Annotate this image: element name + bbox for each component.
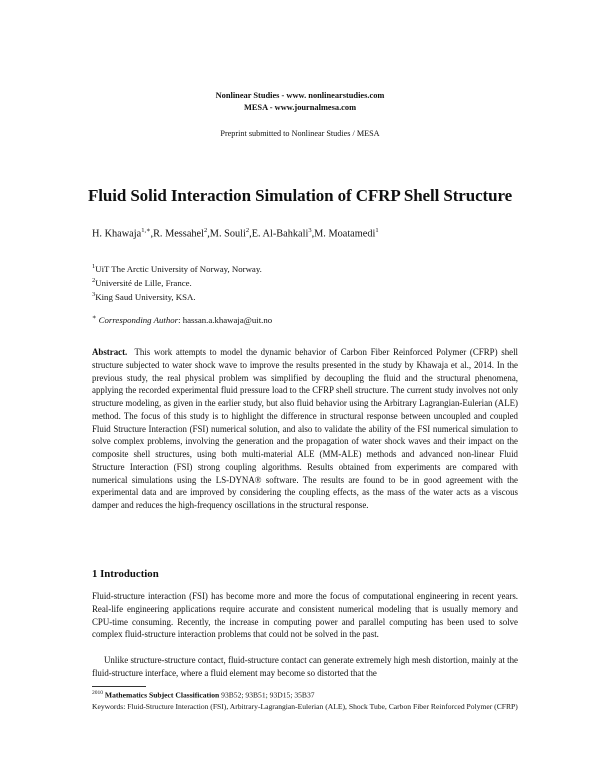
- author-name: M. Moatamedi: [314, 228, 376, 240]
- author-sep: ,: [150, 228, 154, 240]
- corresponding-email[interactable]: : hassan.a.khawaja@uit.no: [178, 314, 273, 325]
- paper-title: Fluid Solid Interaction Simulation of CFRP Shell Structure: [87, 186, 513, 205]
- msc-label: Mathematics Subject Classification: [104, 690, 220, 700]
- abstract-text: This work attempts to model the dynamic behavior of Carbon Fiber Reinforced Polymer (CFRP) shell structure subjected to water shock wave to improve the results presented in the study by Khawaja et al., 2014. In the previous study, the real physical problem was simplified by decoupling the fluid and the structural phenomena, applying the recorded experimental fluid pressure load to the CFRP shell structure. The current study involves not only structure modeling, as given in the earlier study, but also fluid behavior using the Arbitrary Lagrangian-Eulerian (ALE) method. The focus of this study is to highlight the difference in structural response between uncoupled and coupled Fluid Structure Interaction (FSI) numerical solution, and also to validate the ability of the FSI numerical simulation to solve complex problems, involving the generation and the propagation of water shock waves and their impact on the composite shell structures, using both multi-material ALE (MM-ALE) methods and advanced non-linear Fluid Structure Interaction (FSI) strong coupling algorithms. Results obtained from experiments are compared with numerical simulations using the LS-DYNA® software. The results are found to be in good agreement with the experimental data and are improved by considering the coupling effects, as the mass of the water acts as a viscous damper and reduces the high-frequency oscillations in the structural response.: [92, 347, 518, 510]
- author-sep: ,: [207, 228, 210, 240]
- affiliation-sup: 2: [92, 277, 96, 284]
- corresponding-sup: ∗: [92, 314, 97, 321]
- author-sup: 2: [245, 227, 250, 234]
- author-sup: 1: [375, 227, 379, 234]
- abstract-label: Abstract.: [92, 347, 128, 357]
- affiliation-sup: 1: [92, 263, 96, 270]
- author-sup: 3: [308, 227, 312, 234]
- author-sup: 2: [203, 227, 208, 234]
- affiliation-sup: 3: [92, 291, 96, 298]
- affiliation-text: Université de Lille, France.: [95, 277, 192, 288]
- intro-paragraph-1: Fluid-structure interaction (FSI) has become more and more the focus of computational engineering in recent years. Real-life engineering applications require accurate and consistent numerical modeling that is usually memory and CPU-time consuming. Recently, the increase in computing power and parallel computing has been used to solve complex fluid-structure interaction problems that could not be solved in the past.: [92, 591, 518, 640]
- journal-line: Nonlinear Studies - www. nonlinearstudies.com: [215, 91, 385, 100]
- abstract: [92, 346, 518, 512]
- author-sup: 1,∗: [141, 227, 151, 234]
- section-heading: 1 Introduction: [92, 568, 159, 580]
- affiliation-text: UiT The Arctic University of Norway, Norway.: [95, 263, 262, 274]
- affiliation: [92, 288, 196, 304]
- journal-line-mesa: MESA - www.journalmesa.com: [243, 103, 357, 112]
- author-list: [92, 226, 379, 239]
- author-sep: ,: [249, 228, 252, 240]
- author-name: E. Al-Bahkali: [251, 228, 309, 240]
- preprint-note: Preprint submitted to Nonlinear Studies / MESA: [220, 129, 380, 138]
- footnote-rule: [92, 686, 146, 687]
- footnote-year: 2010: [92, 690, 103, 696]
- intro-paragraph-2: Unlike structure-structure contact, fluid-structure contact can generate extremely high mesh distortion, mainly at the fluid-structure interface, where a fluid element may become so distorted that the: [92, 655, 518, 678]
- keywords: Keywords: Fluid-Structure Interaction (FSI), Arbitrary-Lagrangian-Eulerian (ALE), Shock Tube, Carbon Fiber Reinforced Polymer (CFRP): [92, 701, 518, 711]
- author-name: R. Messahel: [153, 228, 204, 240]
- author-name: M. Souli: [209, 228, 246, 240]
- affiliation-text: King Saud University, KSA.: [95, 291, 196, 302]
- msc-codes: 93B52; 93B51; 93D15; 35B37: [221, 690, 315, 700]
- footnote: [92, 688, 518, 712]
- corresponding-author: [92, 313, 272, 325]
- corresponding-label: Corresponding Author: [98, 314, 179, 325]
- author-name: H. Khawaja: [92, 228, 142, 240]
- author-sep: ,: [311, 228, 315, 240]
